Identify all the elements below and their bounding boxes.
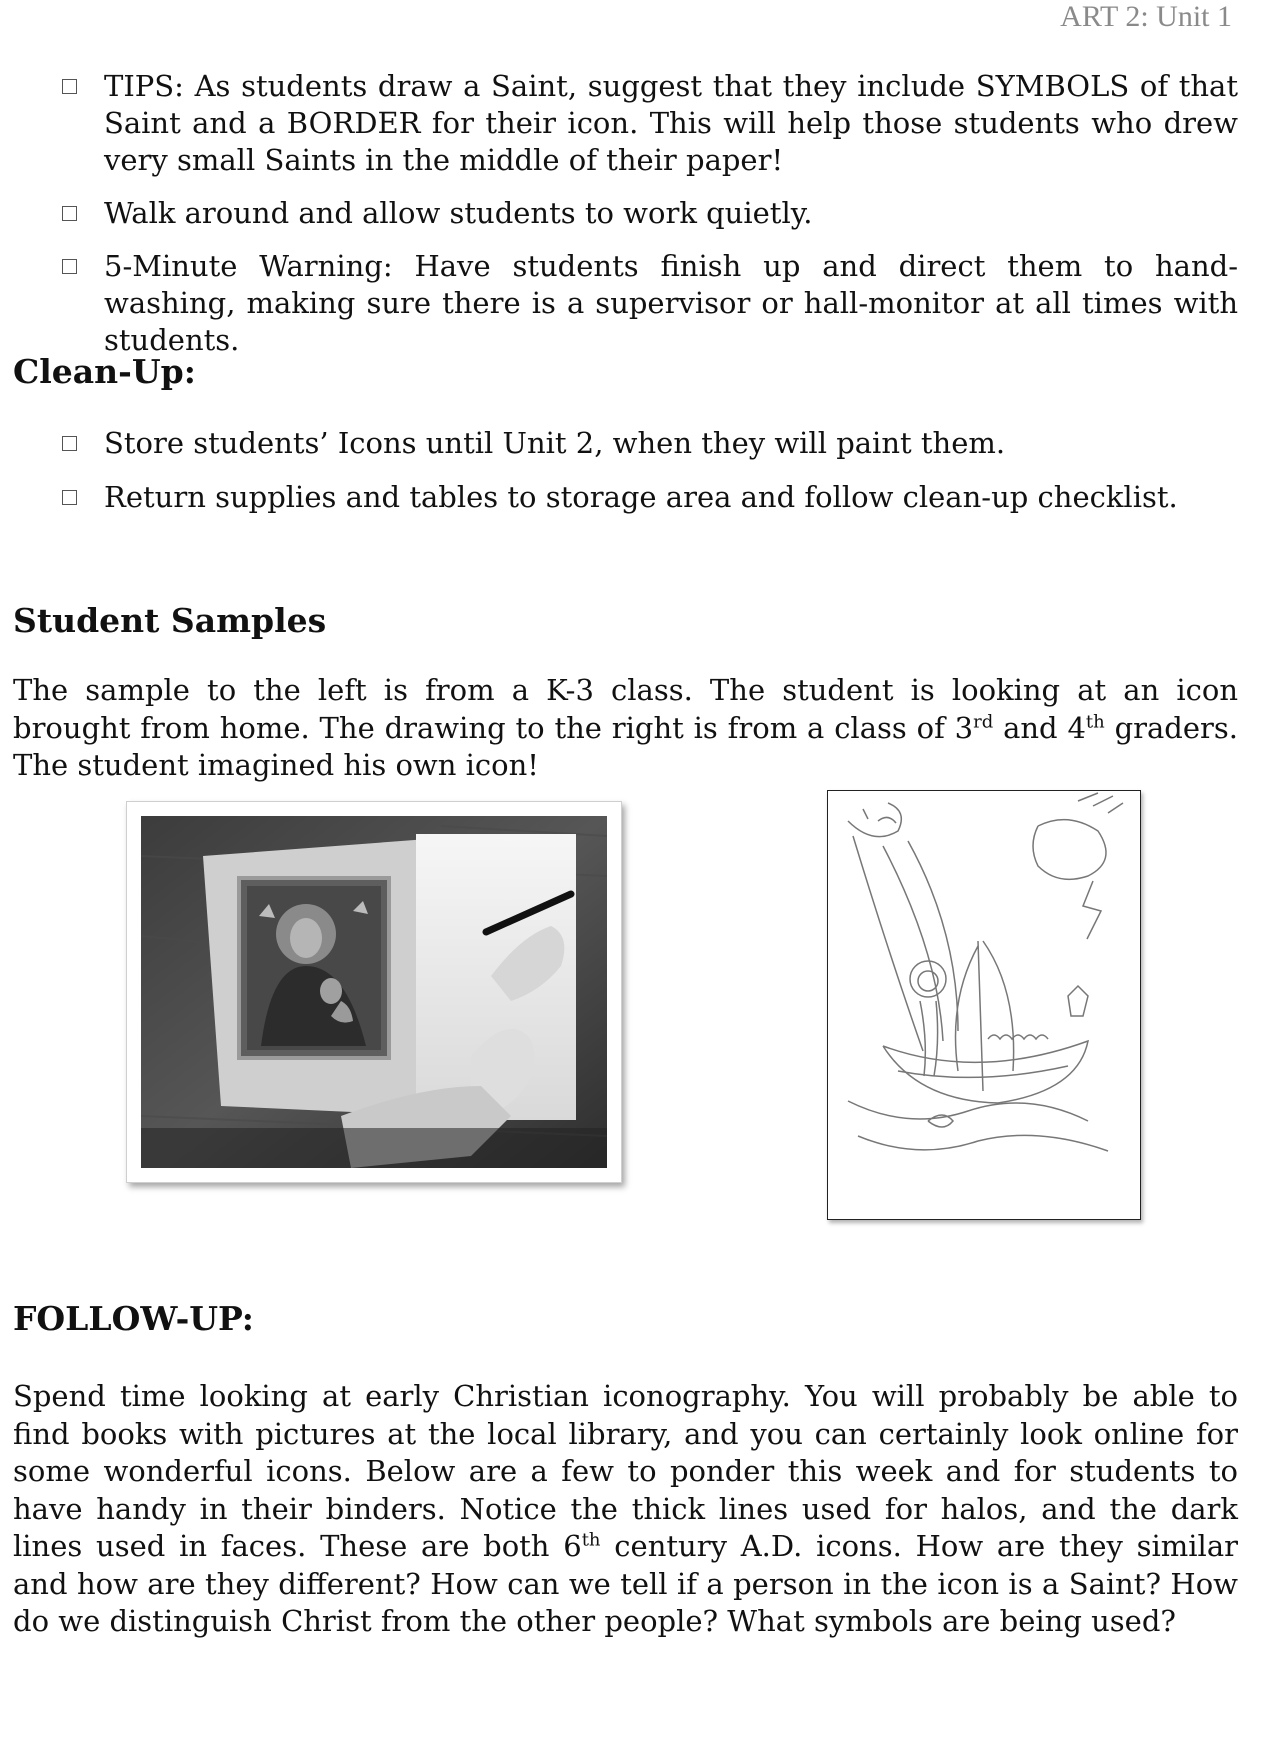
list-item [58,68,1238,179]
list-item-text: TIPS: As students draw a Saint, suggest that they include SYMBOLS of that Saint and a BORDER for their icon. This will help those students who drew very small Saints in the middle of their paper! [104,69,1238,177]
list-item [58,425,1238,462]
list-item-text: Store students’ Icons until Unit 2, when they will paint them. [104,426,1006,460]
list-item [58,479,1238,516]
samples-text-2: and 4 [993,710,1086,745]
followup-paragraph [13,1378,1238,1641]
followup-heading: FOLLOW-UP: [13,1299,254,1338]
samples-heading: Student Samples [13,601,327,640]
checkbox-icon[interactable] [62,79,77,94]
list-item-text: 5-Minute Warning: Have students finish up and direct them to hand-washing, making sure there is a supervisor or hall-monitor at all times with students. [104,249,1238,357]
cleanup-heading: Clean-Up: [13,352,196,391]
samples-text-1: The sample to the left is from a K-3 class. The student is looking at an icon brought from home. The drawing to the right is from a class of 3 [13,673,1238,745]
samples-sup-2: th [1085,710,1105,732]
photo-image [141,816,607,1168]
samples-text-3: graders. The student imagined his own icon! [13,710,1238,782]
activity-checklist [58,68,1238,359]
checkbox-icon[interactable] [62,490,77,505]
list-item [58,248,1238,359]
followup-text-2: century A.D. icons. How are they similar and how are they different? How can we tell if a person in the icon is a Saint? How do we distinguish Christ from the other people? What symbols are being used? [13,1529,1238,1638]
followup-text-1: Spend time looking at early Christian iconography. You will probably be able to find books with pictures at the local library, and you can certainly look online for some wonderful icons. Below are a few to ponder this week and for students to have handy in their binders. Notice the thick lines used for halos, and the dark lines used in faces. These are both 6 [13,1379,1238,1563]
list-item-text: Walk around and allow students to work quietly. [104,196,813,230]
samples-sup-1: rd [973,710,994,732]
checkbox-icon[interactable] [62,436,77,451]
samples-paragraph [13,672,1238,785]
list-item [58,195,1238,232]
checkbox-icon[interactable] [62,259,77,274]
followup-sup: th [581,1529,601,1551]
page-header: ART 2: Unit 1 [1060,0,1232,33]
cleanup-checklist [58,425,1238,516]
student-drawing-sample [827,790,1141,1220]
list-item-text: Return supplies and tables to storage area and follow clean-up checklist. [104,480,1178,514]
student-photo-sample [126,801,622,1183]
drawing-image [828,791,1140,1219]
checkbox-icon[interactable] [62,206,77,221]
